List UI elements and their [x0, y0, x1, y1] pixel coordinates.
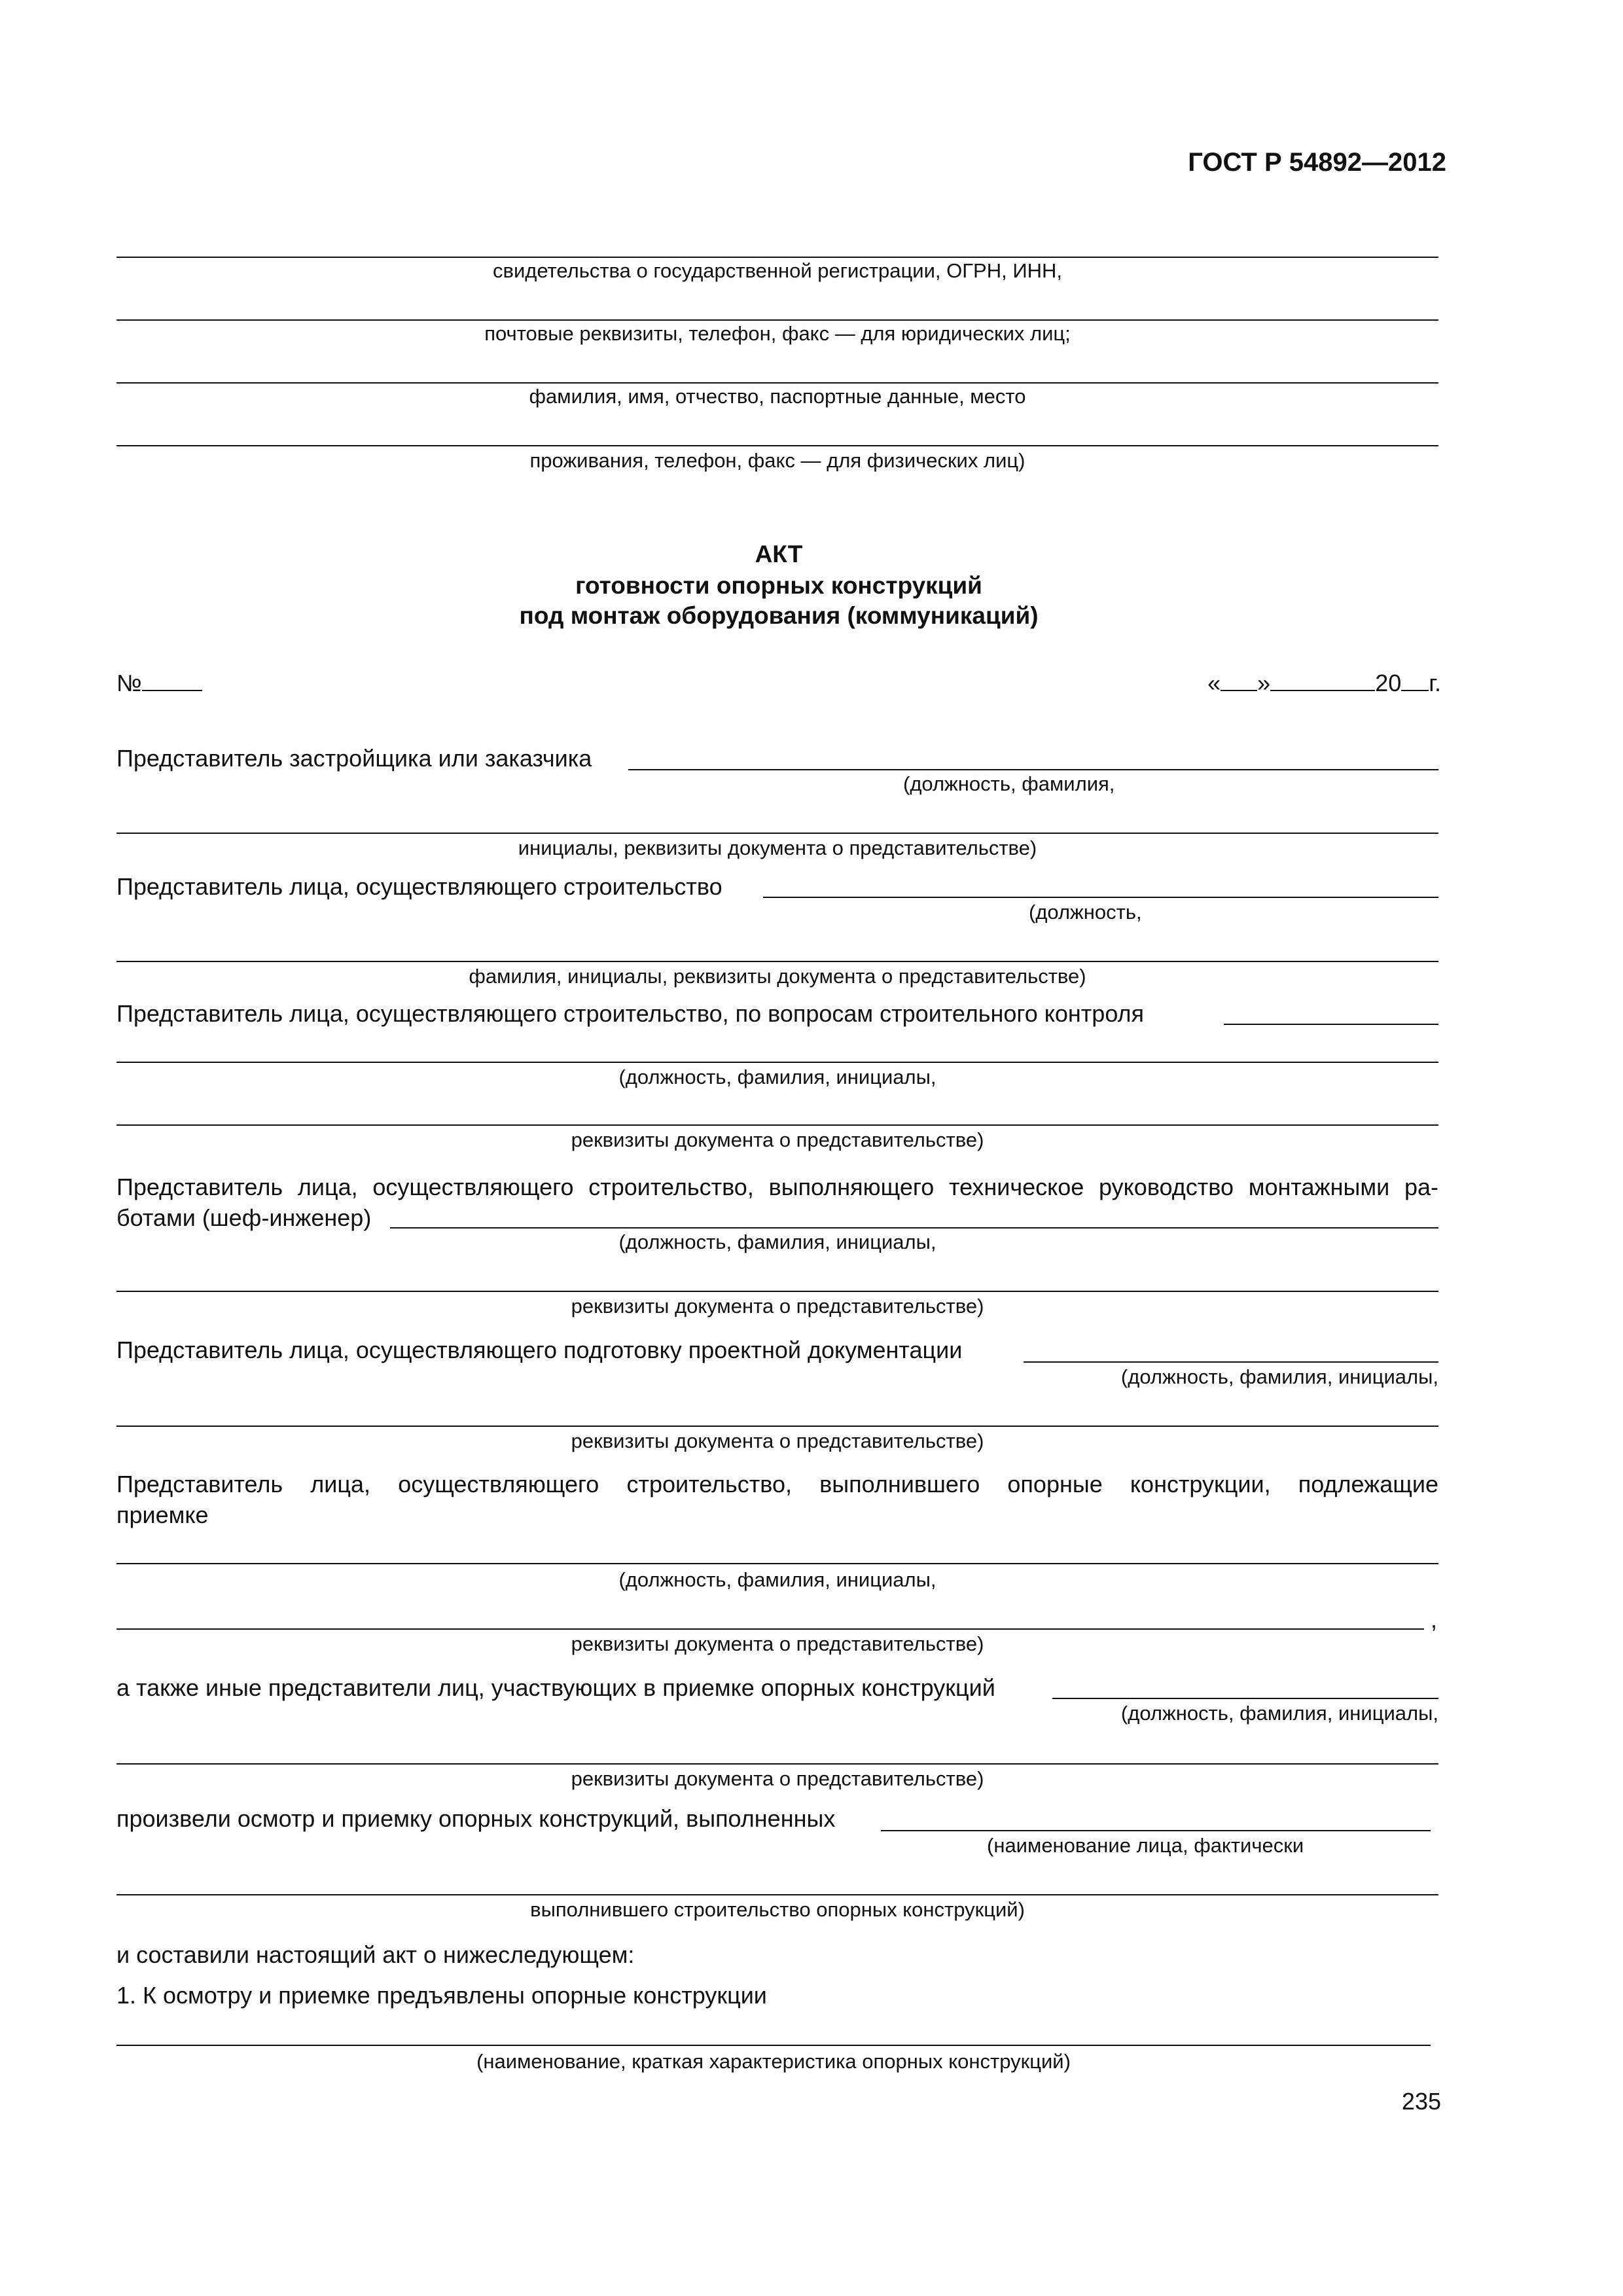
chief-engineer-line-1[interactable] — [390, 1227, 1438, 1229]
number-label: № — [116, 670, 142, 696]
intro-line-4[interactable] — [116, 445, 1438, 446]
performer-comma: , — [1431, 1606, 1438, 1633]
performer-caption-2: реквизиты документа о представительстве) — [571, 1632, 984, 1655]
inspection-line-1[interactable] — [881, 1830, 1431, 1831]
intro-caption-2: почтовые реквизиты, телефон, факс — для юридических лиц; — [484, 322, 1071, 345]
performer-label — [116, 1469, 1438, 1500]
inspection-caption-2: выполнившего строительство опорных конструкций) — [530, 1898, 1025, 1921]
intro-caption-1: свидетельства о государственной регистрации, ОГРН, ИНН, — [492, 259, 1063, 282]
performer-label-line-2: приемке — [116, 1501, 209, 1528]
performer-label-line-1: Представитель лица, осуществляющего строительство, выполнившего опорные конструкции, подлежащие — [116, 1471, 1438, 1498]
designer-caption-1: (должность, фамилия, инициалы, — [1120, 1365, 1438, 1388]
chief-engineer-label-line-2: ботами (шеф-инженер) — [116, 1204, 372, 1231]
intro-caption-3: фамилия, имя, отчество, паспортные данные, место — [529, 385, 1026, 408]
intro-line-3[interactable] — [116, 382, 1438, 384]
builder-label: Представитель лица, осуществляющего строительство — [116, 873, 722, 900]
builder-caption-2: фамилия, инициалы, реквизиты документа о представительстве) — [469, 965, 1086, 988]
chief-engineer-caption-1: (должность, фамилия, инициалы, — [618, 1230, 936, 1253]
year-suffix: г. — [1429, 670, 1441, 696]
number-blank[interactable] — [142, 666, 202, 691]
builder-control-line-3[interactable] — [116, 1124, 1438, 1126]
conclusion-intro: и составили настоящий акт о нижеследующем: — [116, 1941, 635, 1968]
act-number — [116, 666, 202, 698]
builder-control-line-2[interactable] — [116, 1062, 1438, 1063]
date-open-quote: « — [1207, 670, 1221, 696]
others-caption-1: (должность, фамилия, инициалы, — [1120, 1702, 1438, 1725]
builder-caption-1: (должность, — [1029, 901, 1142, 924]
page-number: 235 — [1401, 2088, 1441, 2115]
developer-caption-1: (должность, фамилия, — [903, 772, 1115, 795]
intro-line-2[interactable] — [116, 319, 1438, 321]
act-date — [1207, 666, 1441, 698]
inspection-line-2[interactable] — [116, 1894, 1438, 1895]
document-code: ГОСТ Р 54892—2012 — [1188, 148, 1446, 177]
chief-engineer-label — [116, 1172, 1438, 1203]
chief-engineer-label-line-1: Представитель лица, осуществляющего строительство, выполняющего техническое руководство монтажными ра- — [116, 1174, 1438, 1200]
conclusion-item-1-caption: (наименование, краткая характеристика опорных конструкций) — [476, 2050, 1071, 2073]
developer-line-1[interactable] — [628, 769, 1438, 770]
designer-line-1[interactable] — [1024, 1361, 1438, 1363]
designer-line-2[interactable] — [116, 1426, 1438, 1427]
developer-line-2[interactable] — [116, 833, 1438, 834]
others-label: а также иные представители лиц, участвующих в приемке опорных конструкций — [116, 1674, 995, 1701]
inspection-label: произвели осмотр и приемку опорных конструкций, выполненных — [116, 1805, 836, 1832]
chief-engineer-line-2[interactable] — [116, 1291, 1438, 1292]
act-title: АКТ — [755, 541, 803, 567]
intro-line-1[interactable] — [116, 257, 1438, 258]
designer-label: Представитель лица, осуществляющего подготовку проектной документации — [116, 1336, 963, 1363]
designer-caption-2: реквизиты документа о представительстве) — [571, 1429, 984, 1452]
conclusion-item-1: 1. К осмотру и приемке предъявлены опорные конструкции — [116, 1982, 767, 2009]
builder-control-caption-2: реквизиты документа о представительстве) — [571, 1128, 984, 1151]
date-month-blank[interactable] — [1270, 666, 1375, 691]
others-line-2[interactable] — [116, 1763, 1438, 1765]
year-prefix: 20 — [1375, 670, 1402, 696]
builder-control-line-1[interactable] — [1224, 1024, 1438, 1025]
chief-engineer-caption-2: реквизиты документа о представительстве) — [571, 1295, 984, 1318]
builder-control-label: Представитель лица, осуществляющего строительство, по вопросам строительного контроля — [116, 1000, 1145, 1027]
developer-label: Представитель застройщика или заказчика — [116, 745, 592, 772]
date-day-blank[interactable] — [1221, 666, 1257, 691]
act-title-line-2: готовности опорных конструкций — [575, 572, 982, 599]
builder-control-caption-1: (должность, фамилия, инициалы, — [618, 1066, 936, 1088]
date-year-blank[interactable] — [1401, 666, 1429, 691]
others-line-1[interactable] — [1052, 1698, 1438, 1699]
conclusion-item-1-line[interactable] — [116, 2045, 1431, 2046]
inspection-caption-1: (наименование лица, фактически — [987, 1834, 1304, 1857]
builder-line-1[interactable] — [763, 897, 1438, 898]
others-caption-2: реквизиты документа о представительстве) — [571, 1767, 984, 1790]
developer-caption-2: инициалы, реквизиты документа о представительстве) — [518, 836, 1037, 859]
performer-line-2[interactable] — [116, 1628, 1424, 1630]
performer-line-1[interactable] — [116, 1563, 1438, 1564]
performer-caption-1: (должность, фамилия, инициалы, — [618, 1568, 936, 1591]
builder-line-2[interactable] — [116, 961, 1438, 962]
intro-caption-4: проживания, телефон, факс — для физических лиц) — [529, 449, 1026, 472]
act-title-line-3: под монтаж оборудования (коммуникаций) — [519, 602, 1039, 629]
date-close-quote: » — [1257, 670, 1271, 696]
